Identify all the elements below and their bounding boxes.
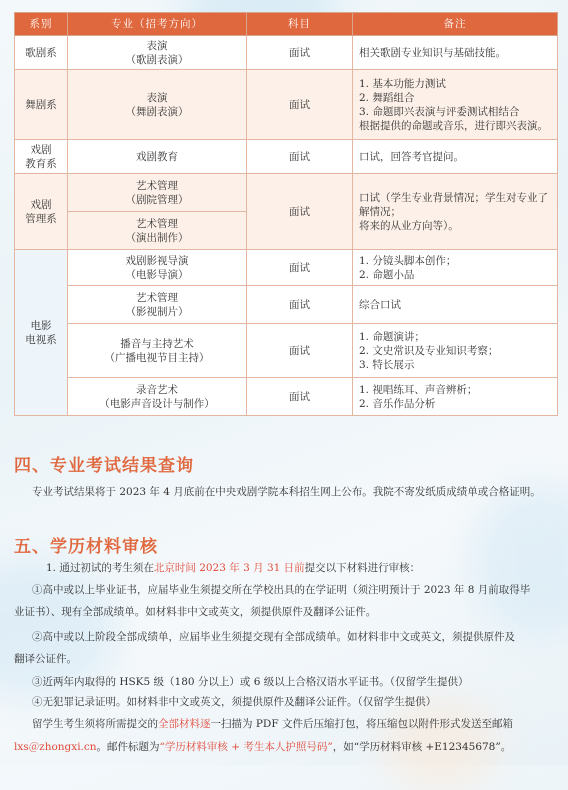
exam-subjects-table bbox=[14, 12, 558, 416]
table-row bbox=[15, 36, 558, 70]
major-cell: 戏剧教育 bbox=[68, 140, 247, 174]
subject-cell: 面试 bbox=[247, 70, 353, 140]
subject-cell: 面试 bbox=[247, 140, 353, 174]
materials-intro: 1. 通过初试的考生须在北京时间 2023 年 3 月 31 日前提交以下材料进行审核： bbox=[46, 562, 421, 574]
note-cell: 口试（学生专业背景情况；学生对专业了解情况； 将来的从业方向等）。 bbox=[353, 174, 558, 250]
materials-item-1-line2: 业证书）、现有全部成绩单。如材料非中文或英文，须提供原件及翻译公证件。 bbox=[14, 606, 377, 618]
submission-email-link[interactable]: lxs＠zhongxi.cn bbox=[14, 741, 97, 753]
table-row bbox=[15, 324, 558, 378]
major-cell: 播音与主持艺术 （广播电视节目主持） bbox=[68, 324, 247, 378]
note-cell: 相关歌剧专业知识与基础技能。 bbox=[353, 36, 558, 70]
results-paragraph: 专业考试结果将于 2023 年 4 月底前在中央戏剧学院本科招生网上公布。我院不寄发纸质成绩单或合格证明。 bbox=[32, 486, 541, 498]
subject-cell: 面试 bbox=[247, 286, 353, 324]
major-cell: 录音艺术 （电影声音设计与制作） bbox=[68, 378, 247, 416]
subject-cell: 面试 bbox=[247, 174, 353, 250]
note-cell: 1. 分镜头脚本创作； 2. 命题小品 bbox=[353, 250, 558, 286]
table-row bbox=[15, 70, 558, 140]
table-header-row bbox=[15, 13, 558, 36]
decor-blob bbox=[470, 480, 568, 640]
header-note: 备注 bbox=[353, 13, 558, 36]
table-row bbox=[15, 250, 558, 286]
table-row bbox=[15, 378, 558, 416]
materials-submission-line1: 留学生考生须将所需提交的全部材料逐一扫描为 PDF 文件后压缩打包，将压缩包以附件形式发送至邮箱 bbox=[32, 718, 513, 730]
major-cell: 表演 （舞剧表演） bbox=[68, 70, 247, 140]
section-heading-materials: 五、学历材料审核 bbox=[14, 537, 158, 557]
header-major: 专业（招考方向） bbox=[68, 13, 247, 36]
header-subject: 科目 bbox=[247, 13, 353, 36]
materials-item-3: ③近两年内取得的 HSK5 级（180 分以上）或 6 级以上合格汉语水平证书。（仅留学生提供） bbox=[32, 676, 469, 688]
subject-cell: 面试 bbox=[247, 378, 353, 416]
subject-cell: 面试 bbox=[247, 36, 353, 70]
department-cell: 戏剧 教育系 bbox=[15, 140, 68, 174]
note-cell: 1. 命题演讲； 2. 文史常识及专业知识考察； 3. 特长展示 bbox=[353, 324, 558, 378]
materials-submission-line2: lxs＠zhongxi.cn。邮件标题为“学历材料审核 + 考生本人护照号码”，如“学历材料审核 +E12345678”。 bbox=[14, 741, 512, 753]
department-cell: 戏剧 管理系 bbox=[15, 174, 68, 250]
major-cell: 艺术管理 （演出制作） bbox=[68, 212, 247, 250]
note-cell: 综合口试 bbox=[353, 286, 558, 324]
subject-cell: 面试 bbox=[247, 250, 353, 286]
note-cell: 口试，回答考官提问。 bbox=[353, 140, 558, 174]
note-cell: 1. 基本功能力测试 2. 舞蹈组合 3. 命题即兴表演与评委测试相结合 根据提供的命题或音乐，进行即兴表演。 bbox=[353, 70, 558, 140]
table-row bbox=[15, 140, 558, 174]
major-cell: 表演 （歌剧表演） bbox=[68, 36, 247, 70]
major-cell: 艺术管理 （剧院管理） bbox=[68, 174, 247, 212]
section-heading-results: 四、专业考试结果查询 bbox=[14, 456, 194, 476]
major-cell: 戏剧影视导演 （电影导演） bbox=[68, 250, 247, 286]
table-row bbox=[15, 174, 558, 212]
subject-cell: 面试 bbox=[247, 324, 353, 378]
major-cell: 艺术管理 （影视制片） bbox=[68, 286, 247, 324]
department-cell: 电影 电视系 bbox=[15, 250, 68, 416]
materials-item-2-line2: 翻译公证件。 bbox=[14, 653, 77, 665]
header-department: 系别 bbox=[15, 13, 68, 36]
note-cell: 1. 视唱练耳、声音辨析； 2. 音乐作品分析 bbox=[353, 378, 558, 416]
department-cell: 舞剧系 bbox=[15, 70, 68, 140]
department-cell: 歌剧系 bbox=[15, 36, 68, 70]
materials-item-4: ④无犯罪记录证明。如材料非中文或英文，须提供原件及翻译公证件。（仅留学生提供） bbox=[32, 696, 437, 708]
materials-item-2-line1: ②高中或以上阶段全部成绩单，应届毕业生须提交现有全部成绩单。如材料非中文或英文，须提供原件及 bbox=[32, 631, 515, 643]
materials-item-1-line1: ①高中或以上毕业证书，应届毕业生须提交所在学校出具的在学证明（须注明预计于 2023 年 8 月前取得毕 bbox=[32, 584, 531, 596]
table-row bbox=[15, 286, 558, 324]
